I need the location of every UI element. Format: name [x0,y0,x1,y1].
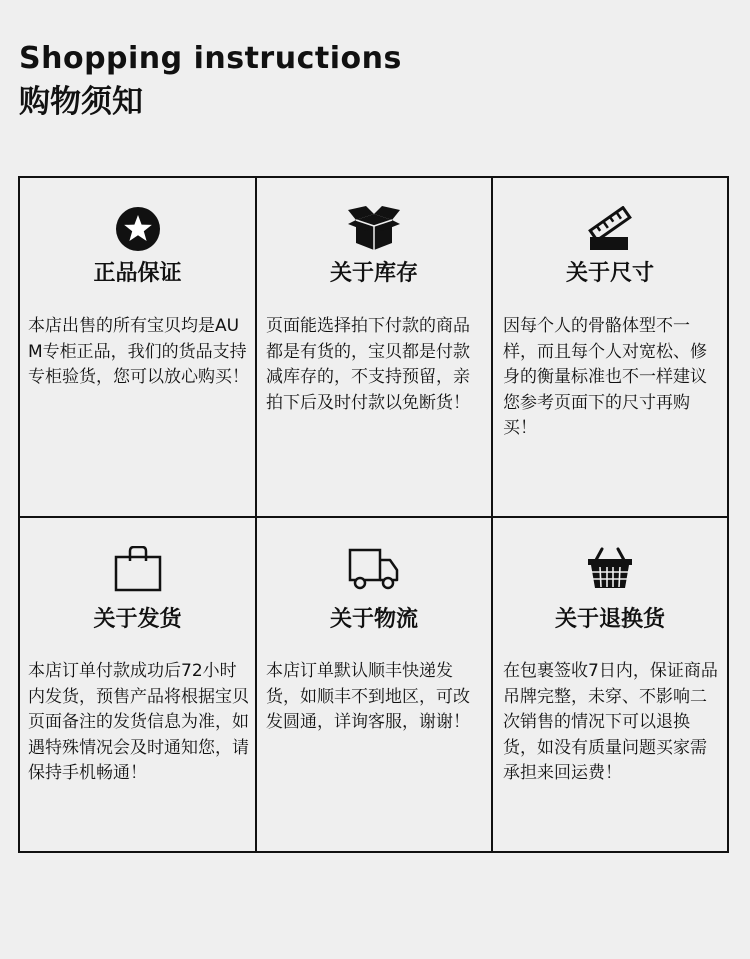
cell-text: 本店订单默认顺丰快递发货，如顺丰不到地区，可改发圆通，详询客服，谢谢！ [266,661,470,732]
cell-size [493,178,727,518]
cell-title: 关于退换货 [554,607,665,632]
cell-text: 本店出售的所有宝贝均是AUM专柜正品，我们的货品支持专柜验货，您可以放心购买！ [28,316,249,387]
page-header [19,40,402,122]
cell-authenticity [20,178,257,518]
shopping-basket-icon [586,546,634,592]
cell-shipping [20,518,257,851]
cell-text: 本店订单付款成功后72小时内发货，预售产品将根据宝贝页面备注的发货信息为准，如遇特殊情况会及时通知您，请保持手机畅通！ [28,661,249,783]
star-badge-icon [115,206,161,252]
cell-title: 关于库存 [329,261,418,286]
open-box-icon [346,206,402,252]
cell-text: 在包裹签收7日内，保证商品吊牌完整，未穿、不影响二次销售的情况下可以退换货，如没有质量问题买家需承担来回运费！ [503,661,718,783]
cell-title: 关于尺寸 [565,261,654,286]
info-grid [18,176,729,853]
cell-logistics [257,518,493,851]
shopping-bag-icon [114,546,162,592]
cell-text: 页面能选择拍下付款的商品都是有货的，宝贝都是付款减库存的，不支持预留，亲拍下后及时付款以免断货！ [266,316,470,413]
ruler-icon [587,206,633,252]
page-title-chinese: 购物须知 [19,84,143,120]
cell-text: 因每个人的骨骼体型不一样，而且每个人对宽松、修身的衡量标准也不一样建议您参考页面下的尺寸再购买！ [503,316,707,438]
cell-returns [493,518,727,851]
page-title-english: Shopping instructions [19,41,402,76]
cell-stock [257,178,493,518]
cell-title: 正品保证 [93,261,182,286]
cell-title: 关于发货 [93,607,182,632]
cell-title: 关于物流 [329,607,418,632]
delivery-truck-icon [348,546,400,592]
